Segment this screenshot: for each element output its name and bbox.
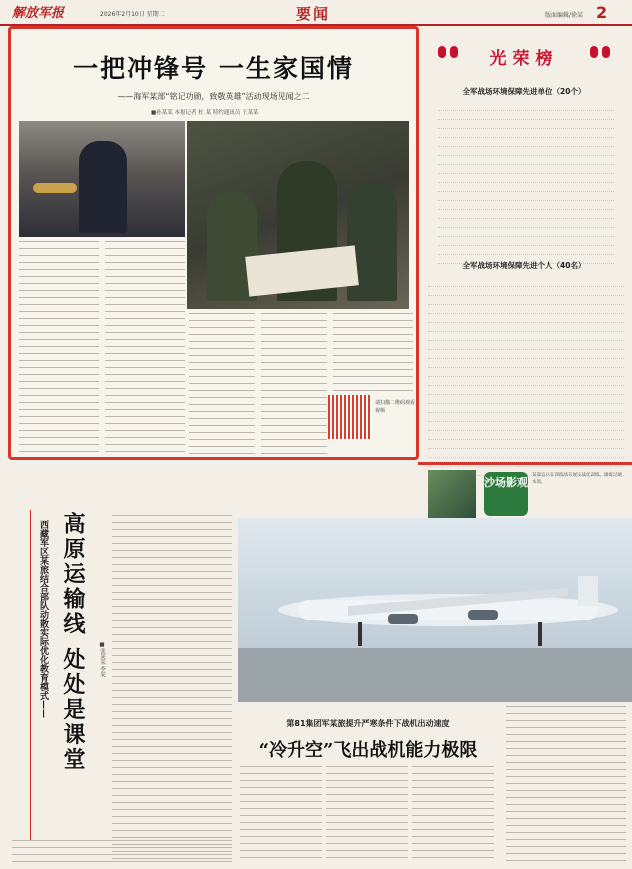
section-divider — [418, 462, 632, 465]
qr-code-label: 请扫描二维码观看视频 — [375, 400, 416, 414]
aircraft-story-body — [326, 766, 408, 864]
feature-byline: ■孙某某 本报记者 杜 某 特约通讯员 王某某 — [151, 110, 259, 116]
article-body-column — [19, 241, 99, 455]
photo-veteran-with-soldiers — [187, 121, 409, 309]
side-story-rule — [30, 510, 31, 840]
video-qr-code[interactable] — [328, 395, 372, 439]
snapshot-photo — [428, 470, 476, 518]
article-body-column — [105, 241, 185, 455]
aircraft-story-headline: “冷升空”飞出战机能力极限 — [258, 740, 478, 761]
honor-roll-header — [424, 44, 624, 68]
aircraft-story-body — [240, 766, 322, 864]
aircraft-story-body — [412, 766, 494, 864]
advanced-units-list — [438, 102, 614, 246]
transport-aircraft-illustration — [238, 518, 632, 702]
side-story-byline: ■张某某 李某 — [99, 642, 105, 678]
issue-date: 2026年2月10日 星期二 — [100, 11, 165, 18]
newspaper-logo: 解放军报 — [12, 6, 65, 21]
aircraft-photo — [238, 518, 632, 702]
photo-veteran-with-bugle — [19, 121, 185, 237]
masthead — [0, 0, 632, 26]
feature-headline: 一把冲锋号 一生家国情 — [73, 54, 354, 83]
honor-roll-title: 光荣榜 — [489, 49, 559, 69]
lantern-icon — [590, 46, 598, 58]
feature-article — [8, 26, 419, 460]
aircraft-story-body — [506, 706, 626, 864]
article-body-column — [261, 313, 327, 455]
snapshot-column-logo: 沙场影观 — [484, 472, 528, 516]
snapshot-caption: 某部官兵在训练场开展实战化训练，锤炼过硬本领。 — [532, 473, 622, 485]
section-title: 要闻 — [296, 5, 331, 23]
advanced-units-heading: 全军战场环境保障先进单位（20个） — [462, 87, 586, 96]
advanced-individuals-list — [428, 278, 624, 458]
feature-subheadline: ——海军某部“铭记功勋，致敬英雄”活动现场见闻之二 — [117, 92, 310, 101]
aircraft-story-kicker: 第81集团军某旅提升严寒条件下战机出动速度 — [286, 719, 450, 728]
page-editor: 版面编辑/徐某 — [545, 12, 584, 19]
side-story-body — [12, 840, 232, 866]
lantern-icon — [602, 46, 610, 58]
page-number: 2 — [596, 3, 608, 22]
article-body-column — [333, 313, 413, 391]
side-story-headline: 高原运输线 处处是课堂 — [60, 512, 86, 773]
side-story-body — [112, 515, 232, 865]
advanced-individuals-heading: 全军战场环境保障先进个人（40名） — [462, 261, 586, 270]
article-body-column — [189, 313, 255, 455]
side-story-kicker: 西藏军区某旅结合部队动散实际优化教育模式—— — [38, 520, 48, 718]
